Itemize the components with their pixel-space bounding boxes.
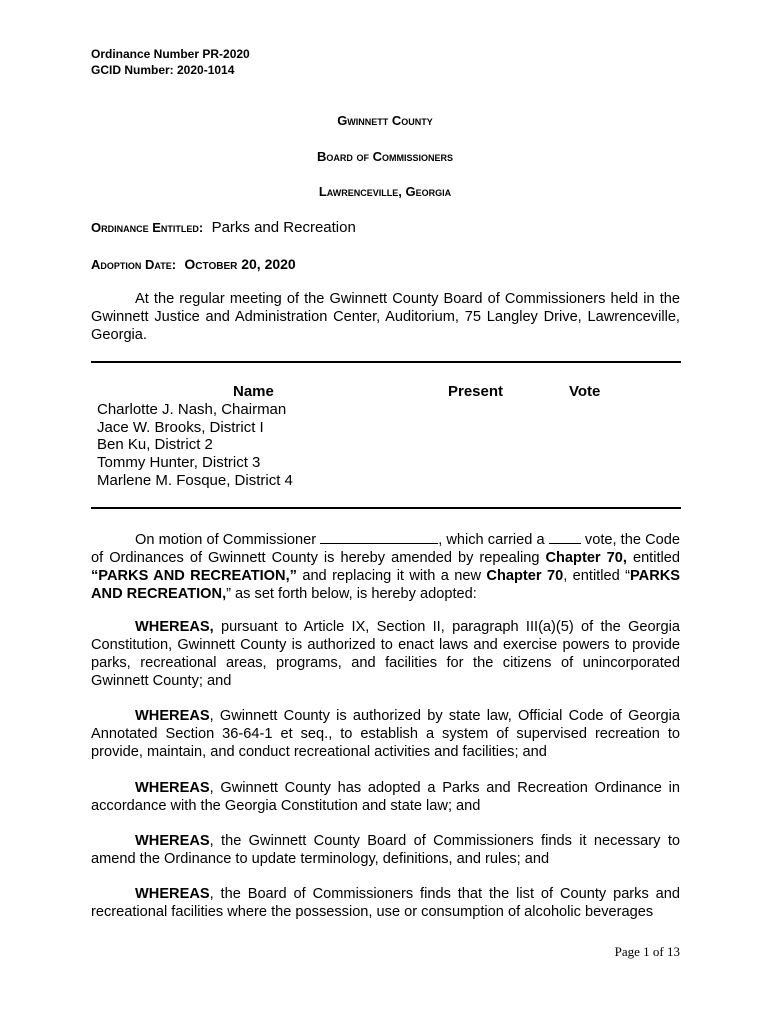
motion-text-6: , entitled <box>563 568 620 584</box>
table-bottom-rule <box>91 507 681 509</box>
motion-paragraph <box>91 529 680 603</box>
adoption-date-value: October 20, 2020 <box>184 256 296 272</box>
whereas-lead: WHEREAS, <box>135 619 214 635</box>
whereas-text: , the Gwinnett County Board of Commissioners finds it necessary to amend the Ordinance to update terminology, definitions, and rules; and <box>91 833 680 867</box>
motion-text-2: , which carried a <box>438 532 545 548</box>
whereas-text: , the Board of Commissioners finds that the list of County parks and recreational facilities where the possession, use or consumption of alcoholic beverages <box>91 886 680 920</box>
member-row: Charlotte J. Nash, Chairman <box>97 401 287 418</box>
motion-text-4: entitled <box>632 550 681 566</box>
whereas-text: , Gwinnett County is authorized by state law, Official Code of Georgia Annotated Section 36-64-1 et seq., to establish a system of supervised recreation to provide, maintain, and conduct recreational activities and facilities; and <box>91 708 680 760</box>
motion-text-1: On motion of Commissioner <box>135 532 317 548</box>
intro-paragraph <box>91 290 680 344</box>
adoption-date-label: Adoption Date: <box>91 257 177 272</box>
member-row: Tommy Hunter, District 3 <box>97 454 261 471</box>
ordinance-entitled-label: Ordinance Entitled: <box>91 220 204 235</box>
whereas-lead: WHEREAS <box>135 780 210 796</box>
commissioner-blank <box>320 529 438 544</box>
whereas-lead: WHEREAS <box>135 886 210 902</box>
whereas-text: , Gwinnett County has adopted a Parks and Recreation Ordinance in accordance with the Georgia Constitution and state law; and <box>91 780 680 814</box>
intro-text: At the regular meeting of the Gwinnett County Board of Commissioners held in the Gwinnett Justice and Administration Center, Auditorium, 75 Langley Drive, Lawrenceville, Georgia. <box>91 291 680 343</box>
whereas-paragraph <box>91 707 680 761</box>
title-county: Gwinnett County <box>337 113 433 128</box>
motion-text-7: ” as set forth below, is hereby adopted: <box>226 586 477 602</box>
whereas-lead: WHEREAS <box>135 833 210 849</box>
ordinance-entitled-value: Parks and Recreation <box>211 219 356 236</box>
whereas-text: pursuant to Article IX, Section II, paragraph III(a)(5) of the Georgia Constitution, Gwinnett County is authorized to enact laws and exercise powers to provide parks, recreational areas, programs, and facilities for the citizens of unincorporated Gwinnett County; and <box>91 619 680 689</box>
ordinance-title-old: “PARKS AND RECREATION,” <box>91 568 297 584</box>
open-quote: “ <box>625 568 630 584</box>
chapter-reference-new: Chapter 70 <box>486 568 564 584</box>
ordinance-title-new: PARKS AND RECREATION, <box>91 568 681 602</box>
whereas-paragraph <box>91 885 680 921</box>
adoption-date-row <box>91 255 296 274</box>
whereas-lead: WHEREAS <box>135 708 210 724</box>
motion-text-5: and replacing it with a new <box>302 568 482 584</box>
ordinance-number: Ordinance Number PR-2020 <box>91 47 250 61</box>
vote-blank <box>549 529 581 544</box>
column-header-vote: Vote <box>569 383 601 400</box>
ordinance-entitled-row <box>91 219 356 237</box>
motion-text-3: vote, the Code of Ordinances of Gwinnett County is hereby amended by repealing <box>91 532 680 566</box>
chapter-reference: Chapter 70, <box>545 550 627 566</box>
column-header-name: Name <box>233 383 274 400</box>
member-row: Ben Ku, District 2 <box>97 436 213 453</box>
gcid-number: GCID Number: 2020-1014 <box>91 63 235 77</box>
title-board: Board of Commissioners <box>316 149 453 164</box>
page-number: Page 1 of 13 <box>614 944 680 959</box>
whereas-paragraph <box>91 618 680 690</box>
title-location: Lawrenceville, Georgia <box>318 184 452 199</box>
whereas-paragraph <box>91 832 680 868</box>
whereas-paragraph <box>91 779 680 815</box>
member-row: Jace W. Brooks, District I <box>97 419 264 436</box>
table-top-rule <box>91 361 681 363</box>
column-header-present: Present <box>448 383 504 400</box>
member-row: Marlene M. Fosque, District 4 <box>97 472 293 489</box>
